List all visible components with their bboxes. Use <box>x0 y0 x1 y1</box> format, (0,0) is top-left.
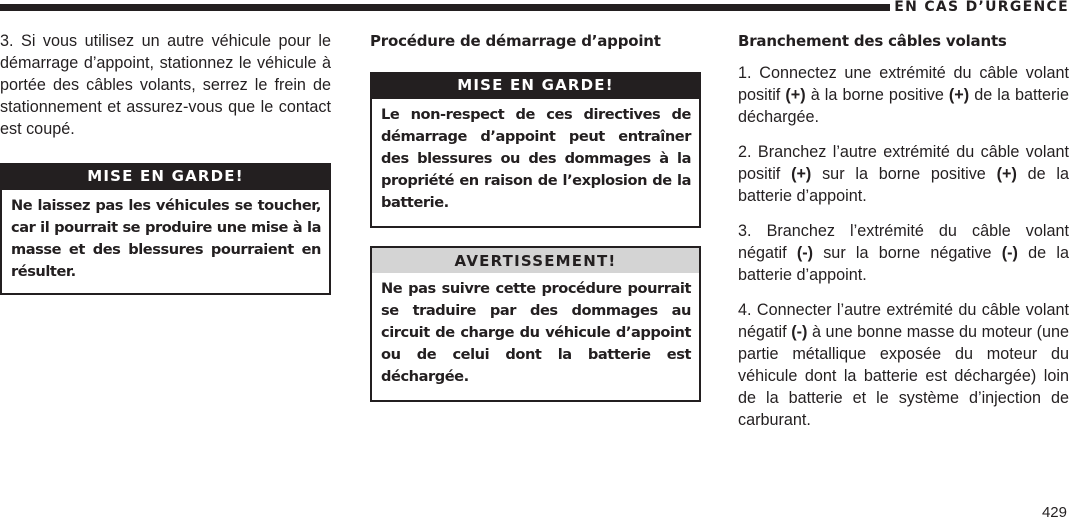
caution-box-charging <box>370 246 701 402</box>
step-1: 1. Connectez une extrémité du câble volant positif (+) à la borne positive (+) de la batterie déchargée. <box>738 64 1069 126</box>
warning-text: Ne laissez pas les véhicules se toucher, car il pourrait se produire une mise à la masse et des blessures pourraient en résulter. <box>11 197 321 280</box>
warning-title: MISE EN GARDE! <box>2 163 329 190</box>
warning-title: MISE EN GARDE! <box>372 72 699 99</box>
warning-text: Le non-respect de ces directives de démarrage d’appoint peut entraîner des blessures ou des dommages à la propriété en raison de l’explosion de la batterie. <box>381 106 691 211</box>
paragraph-step-3: 3. Si vous utilisez un autre véhicule pour le démarrage d’appoint, stationnez le véhicule à portée des câbles volants, serrez le frein de stationnement et assurez-vous que le contact est coupé. <box>0 32 331 138</box>
header-rule <box>0 4 890 11</box>
caution-title: AVERTISSEMENT! <box>372 246 699 273</box>
warning-box-vehicles <box>0 163 331 295</box>
positive-symbol: (+) <box>948 86 970 104</box>
page-number: 429 <box>1041 504 1067 521</box>
left-column <box>0 30 331 295</box>
middle-column <box>370 30 701 402</box>
step-2: 2. Branchez l’autre extrémité du câble volant positif (+) sur la borne positive (+) de la batterie d’appoint. <box>738 143 1069 205</box>
negative-symbol: (-) <box>791 323 808 341</box>
warning-box-jump-start <box>370 72 701 228</box>
section-heading-jump-start: Procédure de démarrage d’appoint <box>370 32 661 50</box>
positive-symbol: (+) <box>996 165 1017 183</box>
section-title: EN CAS D’URGENCE <box>894 0 1069 15</box>
section-heading-cables: Branchement des câbles volants <box>738 32 1007 50</box>
right-column <box>738 30 1069 431</box>
negative-symbol: (-) <box>1001 244 1018 262</box>
step-4: 4. Connecter l’autre extrémité du câble volant négatif (-) à une bonne masse du moteur (une partie métallique exposée du moteur du véhicule dont la batterie est déchargée) loin de la batterie et le système d’injection de carburant. <box>738 301 1069 429</box>
negative-symbol: (-) <box>796 244 813 262</box>
step-3: 3. Branchez l’extrémité du câble volant négatif (-) sur la borne négative (-) de la batterie d’appoint. <box>738 222 1069 284</box>
positive-symbol: (+) <box>791 165 812 183</box>
caution-text: Ne pas suivre cette procédure pourrait se traduire par des dommages au circuit de charge du véhicule d’appoint ou de celui dont la batterie est déchargée. <box>381 280 691 385</box>
positive-symbol: (+) <box>785 86 806 104</box>
